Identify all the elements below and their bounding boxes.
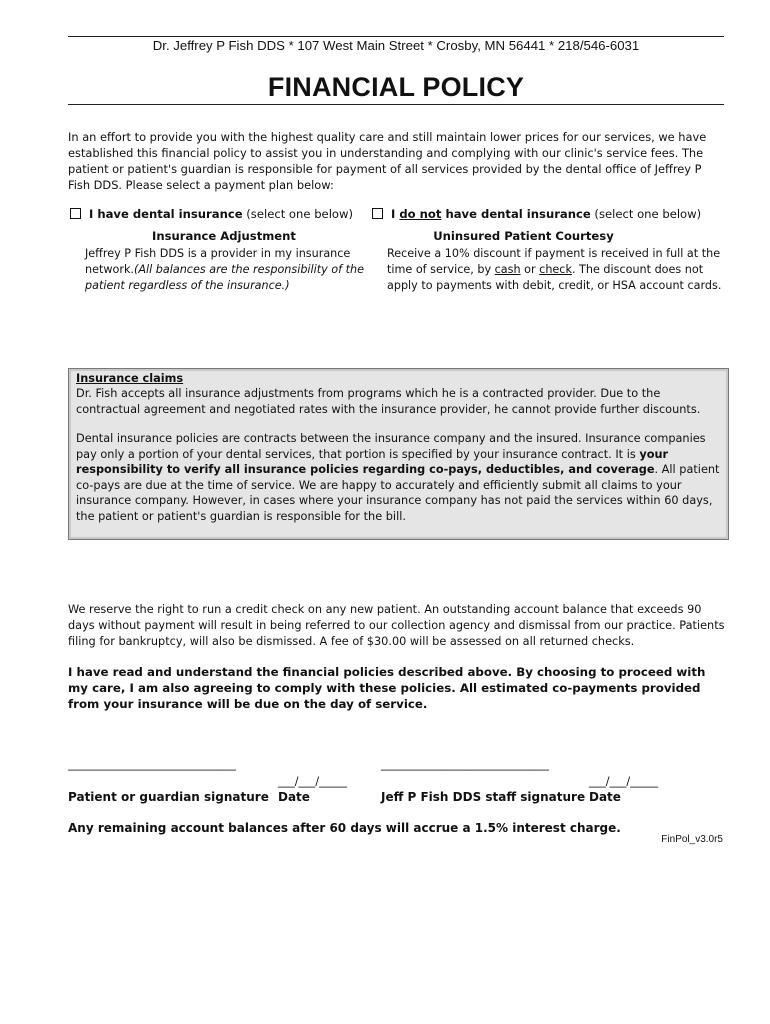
uninsured-hint: (select one below)	[594, 207, 702, 221]
insured-hint: (select one below)	[246, 207, 354, 221]
insurance-claims-paragraph-2	[76, 431, 724, 524]
insurance-claims-heading: Insurance claims	[76, 372, 184, 385]
uninsured-label-emphasis: do not	[399, 207, 442, 221]
claims-p2-end: . All patient co-pays are due at the time of service. We are happy to accurately and efficiently submit all claims to your insurance company. However, in cases where your insurance company has not paid the services within 60 days, the patient or patient's guardian is responsible for the bill.	[76, 463, 720, 523]
form-version: FinPol_v3.0r5	[661, 834, 723, 845]
patient-signature-label: Patient or guardian signature	[68, 790, 269, 804]
acknowledgement-paragraph: I have read and understand the financial policies described above. By choosing to proceed with my care, I am also agreeing to comply with these policies. All estimated co-payments provided from your insurance will be due on the day of service.	[68, 665, 706, 711]
insurance-adjustment-note: (All balances are the responsibility of the patient regardless of the insurance.)	[85, 263, 365, 292]
uninsured-text-1: Receive a 10% discount if payment is received in full at the time of service, by	[387, 247, 721, 276]
uninsured-option[interactable]	[372, 206, 701, 222]
cash-term: cash	[494, 263, 521, 276]
credit-policy-paragraph: We reserve the right to run a credit check on any new patient. An outstanding account balance that exceeds 90 days without payment will result in being referred to our collection agency and dismissal from our practice. Patients filing for bankruptcy, will also be dismissed. A fee of $30.00 will be assessed on all returned checks.	[68, 603, 725, 648]
check-term: check	[539, 263, 572, 276]
uninsured-label-post: have dental insurance	[445, 207, 591, 221]
uninsured-label-pre: I	[391, 207, 396, 221]
insurance-adjustment-text	[85, 246, 367, 294]
insured-label: I have dental insurance	[89, 207, 243, 221]
insurance-claims-paragraph-1: Dr. Fish accepts all insurance adjustments from programs which he is a contracted provider. Due to the contractual agreement and negotiated rates with the insurance provider, he cannot provide further discounts.	[76, 387, 701, 416]
insured-checkbox[interactable]	[70, 208, 81, 219]
interest-notice: Any remaining account balances after 60 days will accrue a 1.5% interest charge.	[68, 821, 621, 835]
insurance-adjustment-heading: Insurance Adjustment	[152, 229, 296, 243]
claims-p2-emphasis: your responsibility to verify all insurance policies regarding co-pays, deductibles, and coverage	[76, 447, 669, 476]
uninsured-courtesy-heading: Uninsured Patient Courtesy	[433, 229, 614, 243]
staff-signature-line[interactable]: ______________________________	[381, 758, 549, 771]
uninsured-text-2: . The discount does not apply to payments with debit, credit, or HSA account cards.	[387, 263, 722, 292]
patient-signature-line[interactable]: ______________________________	[68, 758, 236, 771]
office-address: Dr. Jeffrey P Fish DDS * 107 West Main Street * Crosby, MN 56441 * 218/546-6031	[152, 38, 640, 53]
staff-date-line[interactable]: ___/___/_____	[589, 775, 659, 788]
header-rule-top	[68, 36, 724, 37]
or-word: or	[524, 263, 536, 276]
staff-date-label: Date	[589, 790, 621, 804]
uninsured-checkbox[interactable]	[372, 208, 383, 219]
staff-signature-label: Jeff P Fish DDS staff signature	[381, 790, 586, 804]
page-title: FINANCIAL POLICY	[267, 72, 525, 102]
uninsured-courtesy-text	[387, 246, 722, 294]
intro-paragraph: In an effort to provide you with the highest quality care and still maintain lower prices for our services, we have established this financial policy to assist you in understanding and complying with our clinic's service fees. The patient or patient's guardian is responsible for payment of all services provided by the dental office of Jeffrey P Fish DDS. Please select a payment plan below:	[68, 130, 707, 192]
insurance-adjustment-body: Jeffrey P Fish DDS is a provider in my insurance network.	[85, 247, 351, 276]
patient-date-line[interactable]: ___/___/_____	[278, 775, 348, 788]
patient-date-label: Date	[278, 790, 310, 804]
header-rule-bottom	[68, 104, 724, 105]
insured-option[interactable]	[70, 206, 353, 222]
claims-p2-start: Dental insurance policies are contracts between the insurance company and the insured. Insurance companies pay only a portion of your dental services, that portion is specified by your insurance contract. It is	[76, 432, 706, 461]
insurance-claims-box	[68, 368, 729, 540]
